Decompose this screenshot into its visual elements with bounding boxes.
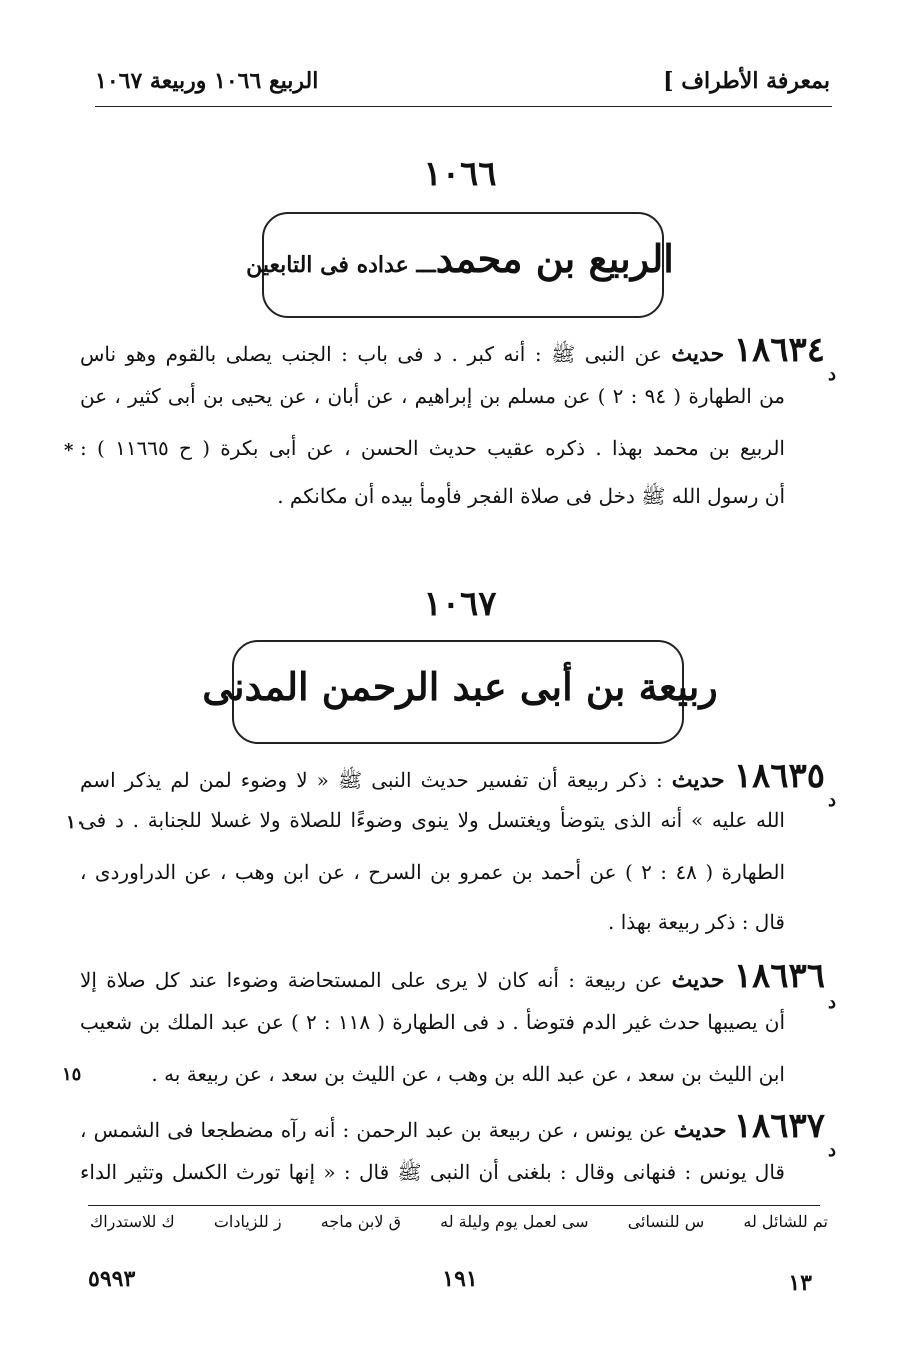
abbreviation-item: سى لعمل يوم وليلة له <box>440 1212 589 1231</box>
hadith-18636-line-3: ابن الليث بن سعد ، عن عبد الله بن وهب ، عن الليث بن سعد ، عن ربيعة به . <box>151 1062 785 1086</box>
hadith-text: عن يونس ، عن ربيعة بن عبد الرحمن : أنه رآه مضطجعا فى الشمس ، <box>80 1118 667 1142</box>
entry-title-1066 <box>0 236 920 281</box>
hadith-18637-line-2: قال يونس : فنهانى وقال : بلغنى أن النبى ﷺ قال : « إنها تورث الكسل وتثير الداء <box>80 1160 785 1184</box>
abbreviation-key <box>90 1212 828 1231</box>
hadith-label: حديث <box>671 341 725 367</box>
hadith-text: عن ربيعة : أنه كان لا يرى على المستحاضة وضوءا عند كل صلاة إلا <box>80 968 663 992</box>
hadith-18634-line-2: من الطهارة ( ٩٤ : ٢ ) عن مسلم بن إبراهيم ، عن أبان ، عن يحيى بن أبى كثير ، عن <box>80 384 786 408</box>
hadith-18636-line-2: أن يصيبها حدث غير الدم فتوضأ . د فى الطهارة ( ١١٨ : ٢ ) عن عبد الملك بن شعيب <box>80 1010 785 1034</box>
abbreviation-item: ق لابن ماجه <box>320 1212 401 1231</box>
hadith-number: ١٨٦٣٤ <box>733 330 826 370</box>
abbreviation-item: ز للزيادات <box>213 1212 282 1231</box>
hadith-text: : ذكر ربيعة أن تفسير حديث النبى ﷺ « لا وضوء لمن لم يذكر اسم <box>80 768 663 792</box>
hadith-label: حديث <box>671 967 725 993</box>
hadith-18635-line-1 <box>80 756 825 797</box>
footer-rule <box>88 1205 820 1206</box>
line-count-marker: ١٥ <box>62 1064 82 1085</box>
narrator-name: ربيعة بن أبى عبد الرحمن المدنى <box>202 664 718 709</box>
narrator-name: الربيع بن محمد <box>435 236 674 281</box>
star-marker: * <box>64 440 74 461</box>
hadith-18634-line-1 <box>80 330 825 371</box>
source-sign: د <box>827 1140 836 1161</box>
page-number: ١٩١ <box>442 1266 478 1292</box>
entry-number-1067: ١٠٦٧ <box>423 584 497 624</box>
source-sign: د <box>827 992 836 1013</box>
hadith-18635-line-4: قال : ذكر ربيعة بهذا . <box>607 910 785 934</box>
abbreviation-item: ك للاستدراك <box>90 1212 175 1231</box>
hadith-18635-line-3: الطهارة ( ٤٨ : ٢ ) عن أحمد بن عمرو بن السرح ، عن ابن وهب ، عن الدراوردى ، <box>80 860 786 884</box>
source-sign: د <box>827 364 836 385</box>
hadith-18634-line-4: أن رسول الله ﷺ دخل فى صلاة الفجر فأومأ بيده أن مكانكم . <box>277 484 785 508</box>
hadith-18635-line-2: الله عليه » أنه الذى يتوضأ ويغتسل ولا ينوى وضوءًا للصلاة ولا غسلا للجنابة . د فى <box>80 808 785 832</box>
hadith-18637-line-1 <box>80 1106 825 1146</box>
hadith-18636-line-1 <box>80 956 825 996</box>
running-head <box>95 62 830 106</box>
hadith-text: عن النبى ﷺ : أنه كبر . د فى باب : الجنب يصلى بالقوم وهو ناس <box>80 342 662 366</box>
hadith-number: ١٨٦٣٥ <box>733 756 825 796</box>
hadith-label: حديث <box>671 767 725 793</box>
hadith-label: حديث <box>673 1117 727 1143</box>
entry-number-1066: ١٠٦٦ <box>423 154 497 194</box>
volume-number: ١٣ <box>788 1270 812 1296</box>
source-sign: د <box>827 790 836 811</box>
abbreviation-item: س للنسائى <box>627 1212 705 1231</box>
hadith-index-number: ٥٩٩٣ <box>88 1266 136 1292</box>
narrator-description: ـــ عداده فى التابعين <box>246 252 436 278</box>
header-rule <box>95 106 832 107</box>
abbreviation-item: تم للشائل له <box>743 1212 828 1231</box>
hadith-number: ١٨٦٣٦ <box>733 956 826 996</box>
hadith-18634-line-3: الربيع بن محمد بهذا . ذكره عقيب حديث الحسن ، عن أبى بكرة ( ح ١١٦٦٥ ) : <box>80 436 785 460</box>
line-count-marker: ١٠ <box>66 812 86 833</box>
running-head-book-title: بمعرفة الأطراف ] <box>663 68 830 94</box>
entry-title-1067 <box>0 664 920 709</box>
hadith-number: ١٨٦٣٧ <box>733 1106 825 1146</box>
running-head-entries: الربيع ١٠٦٦ وربيعة ١٠٦٧ <box>95 68 319 94</box>
